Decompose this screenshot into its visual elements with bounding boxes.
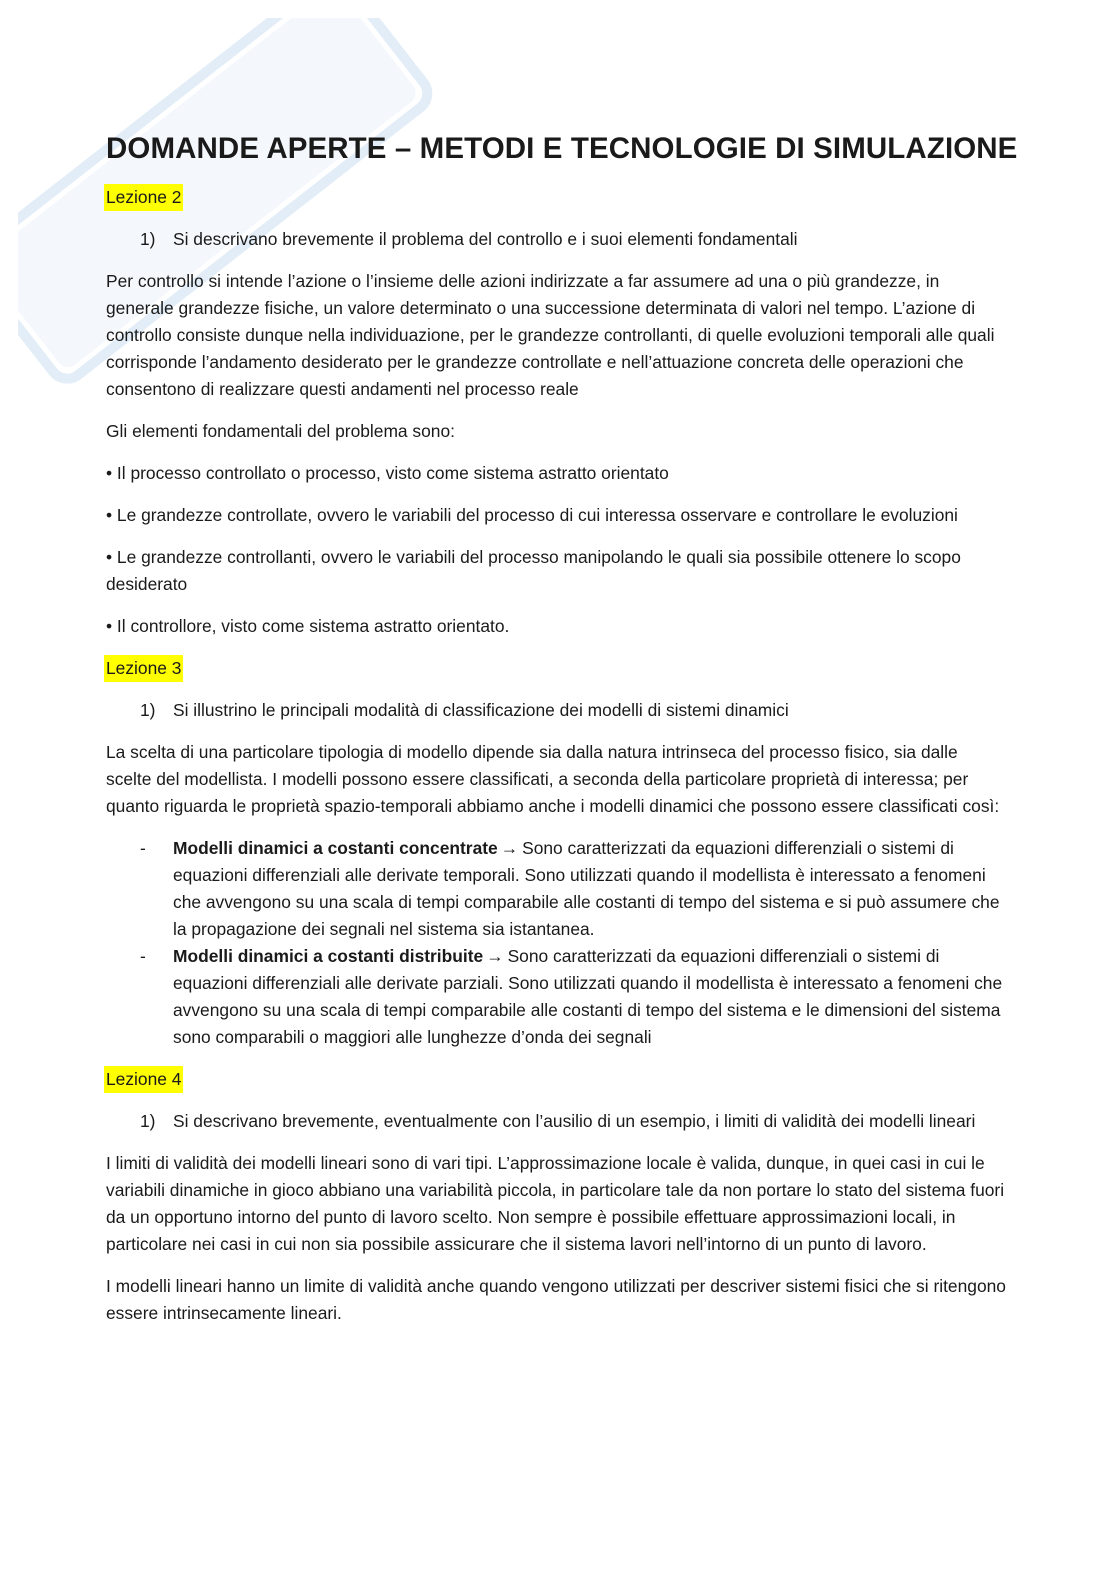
list-item-description: Sono caratterizzati da equazioni differenziali o sistemi di equazioni differenziali alle derivate temporali. Sono utilizzati quando il modellista è interessato a fenomeni che avvengono su una scala di tempi comparabile alle costanti di tempo del sistema e si può assumere che la propagazione dei segnali nel sistema sia istantanea.	[173, 838, 1000, 939]
lesson-4-answer-paragraph-2: I modelli lineari hanno un limite di validità anche quando vengono utilizzati per descriver sistemi fisici che si ritengono essere intrinsecamente lineari.	[106, 1276, 1006, 1323]
lesson-3-question	[106, 697, 1006, 724]
lesson-4-question	[106, 1108, 1006, 1135]
lesson-2-bullet-3: • Le grandezze controllanti, ovvero le variabili del processo manipolando le quali sia possibile ottenere lo scopo desiderato	[106, 547, 961, 594]
lesson-2-bullet-4: • Il controllore, visto come sistema astratto orientato.	[106, 616, 510, 636]
right-arrow-icon: →	[486, 946, 504, 966]
list-dash: -	[140, 838, 146, 858]
document-title: DOMANDE APERTE – METODI E TECNOLOGIE DI SIMULAZIONE	[106, 132, 1018, 165]
lesson-2-bullet-2: • Le grandezze controllate, ovvero le variabili del processo di cui interessa osservare e controllare le evoluzioni	[106, 505, 958, 525]
list-item	[106, 835, 1006, 943]
question-text: Si descrivano brevemente il problema del controllo e i suoi elementi fondamentali	[173, 229, 798, 249]
lesson-2-question	[106, 226, 1006, 253]
lesson-2-answer-paragraph-1: Per controllo si intende l’azione o l’insieme delle azioni indirizzate a far assumere ad una o più grandezze, in generale grandezze fisiche, un valore determinato o una successione determinata di valori nel tempo. L’azione di controllo consiste dunque nella individuazione, per le grandezze controllanti, di quelle evoluzioni temporali alle quali corrisponde l’andamento desiderato per le grandezze controllate e nell’attuazione concreta delle operazioni che consentono di realizzare questi andamenti nel processo reale	[106, 271, 995, 399]
right-arrow-icon: →	[500, 838, 519, 858]
lesson-3-answer-paragraph-1: La scelta di una particolare tipologia di modello dipende sia dalla natura intrinseca del processo fisico, sia dalle scelte del modellista. I modelli possono essere classificati, a seconda della particolare proprietà di interessa; per quanto riguarda le proprietà spazio-temporali abbiamo anche i modelli dinamici che possono essere classificati così:	[106, 742, 1000, 816]
question-number: 1)	[140, 229, 156, 249]
lesson-2-answer-paragraph-2: Gli elementi fondamentali del problema sono:	[106, 421, 455, 441]
lesson-2-bullet-1: • Il processo controllato o processo, visto come sistema astratto orientato	[106, 463, 669, 483]
question-text: Si illustrino le principali modalità di classificazione dei modelli di sistemi dinamici	[173, 700, 789, 720]
document-page	[106, 132, 1018, 1342]
question-text: Si descrivano brevemente, eventualmente con l’ausilio di un esempio, i limiti di validità dei modelli lineari	[173, 1111, 976, 1131]
question-number: 1)	[140, 700, 156, 720]
question-number: 1)	[140, 1111, 156, 1131]
list-item	[106, 943, 1006, 1051]
list-item-term: Modelli dinamici a costanti concentrate	[173, 838, 498, 858]
lesson-3-heading: Lezione 3	[104, 655, 183, 682]
list-item-description: Sono caratterizzati da equazioni differenziali o sistemi di equazioni differenziali alle derivate parziali. Sono utilizzati quando il modellista è interessato a fenomeni che avvengono su una scala di tempi comparabile alle costanti di tempo del sistema e le dimensioni del sistema sono comparabili o maggiori alle lunghezze d’onda dei segnali	[173, 946, 1003, 1047]
model-classification-list	[106, 835, 1006, 1051]
lesson-4-answer-paragraph-1: I limiti di validità dei modelli lineari sono di vari tipi. L’approssimazione locale è valida, dunque, in quei casi in cui le variabili dinamiche in gioco abbiano una variabilità piccola, in particolare tale da non portare lo stato del sistema fuori da un opportuno intorno del punto di lavoro scelto. Non sempre è possibile effettuare approssimazioni locali, in particolare nei casi in cui non sia possibile assicurare che il sistema lavori nell’intorno di un punto di lavoro.	[106, 1153, 1005, 1254]
list-dash: -	[140, 946, 146, 966]
lesson-2-heading: Lezione 2	[104, 184, 183, 211]
list-item-term: Modelli dinamici a costanti distribuite	[173, 946, 484, 966]
lesson-4-heading: Lezione 4	[104, 1066, 183, 1093]
